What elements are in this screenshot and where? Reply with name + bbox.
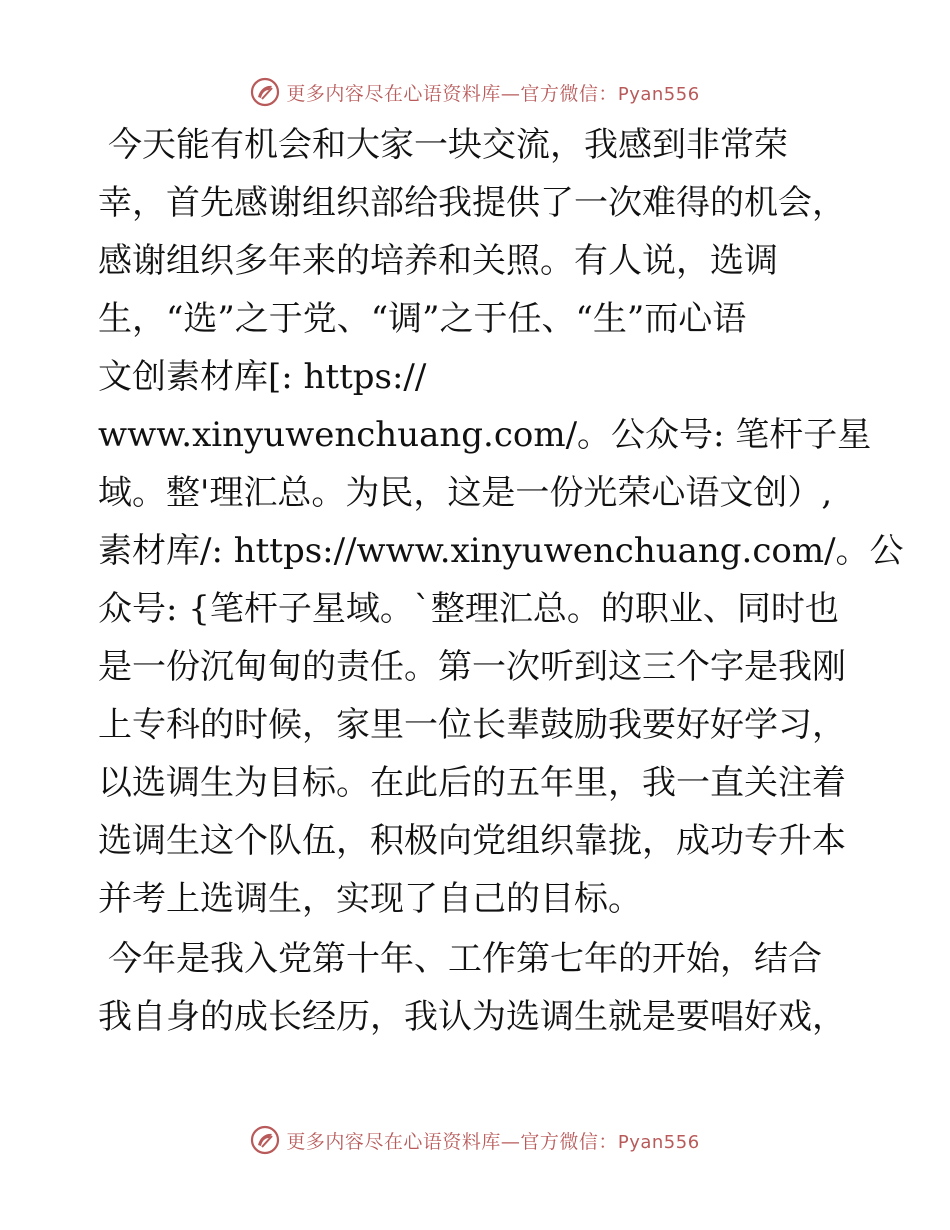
paragraph-1 — [98, 116, 904, 928]
text-line: 上专科的时候，家里一位长辈鼓励我要好好学习， — [98, 705, 846, 745]
text-line: 众号: {笔杆子星域。`整理汇总。的职业、同时也 — [98, 589, 839, 629]
text-line: 感谢组织多年来的培养和关照。有人说，选调 — [98, 241, 778, 281]
text-line: 域。整'理汇总。为民，这是一份光荣心语文创）, — [98, 473, 833, 513]
text-line: 我自身的成长经历，我认为选调生就是要唱好戏， — [98, 997, 846, 1037]
footer-text: 更多内容尽在心语资料库—官方微信：Pyan556 — [286, 1130, 700, 1153]
text-line: 文创素材库[: https:// — [98, 357, 427, 397]
text-line: 素材库/: https://www.xinyuwenchuang.com/。公 — [98, 531, 904, 571]
red-seal-logo-icon — [250, 77, 280, 107]
paragraph-2 — [98, 930, 858, 1046]
header-text: 更多内容尽在心语资料库—官方微信：Pyan556 — [286, 82, 700, 105]
text-line: 今天能有机会和大家一块交流，我感到非常荣 — [108, 125, 788, 165]
text-line: 生，“选”之于党、“调”之于任、“生”而心语 — [98, 299, 747, 339]
text-line: 今年是我入党第十年、工作第七年的开始，结合 — [108, 939, 822, 979]
text-line: 以选调生为目标。在此后的五年里，我一直关注着 — [98, 763, 846, 803]
text-line: 幸，首先感谢组织部给我提供了一次难得的机会， — [98, 183, 846, 223]
header-banner — [0, 72, 950, 112]
text-line: 选调生这个队伍，积极向党组织靠拢，成功专升本 — [98, 821, 846, 861]
footer-banner — [0, 1120, 950, 1160]
red-seal-logo-icon — [250, 1125, 280, 1155]
text-line: 是一份沉甸甸的责任。第一次听到这三个字是我刚 — [98, 647, 846, 687]
document-body — [98, 116, 904, 1046]
text-line: 并考上选调生，实现了自己的目标。 — [98, 879, 642, 919]
text-line: www.xinyuwenchuang.com/。公众号: 笔杆子星 — [98, 415, 872, 455]
